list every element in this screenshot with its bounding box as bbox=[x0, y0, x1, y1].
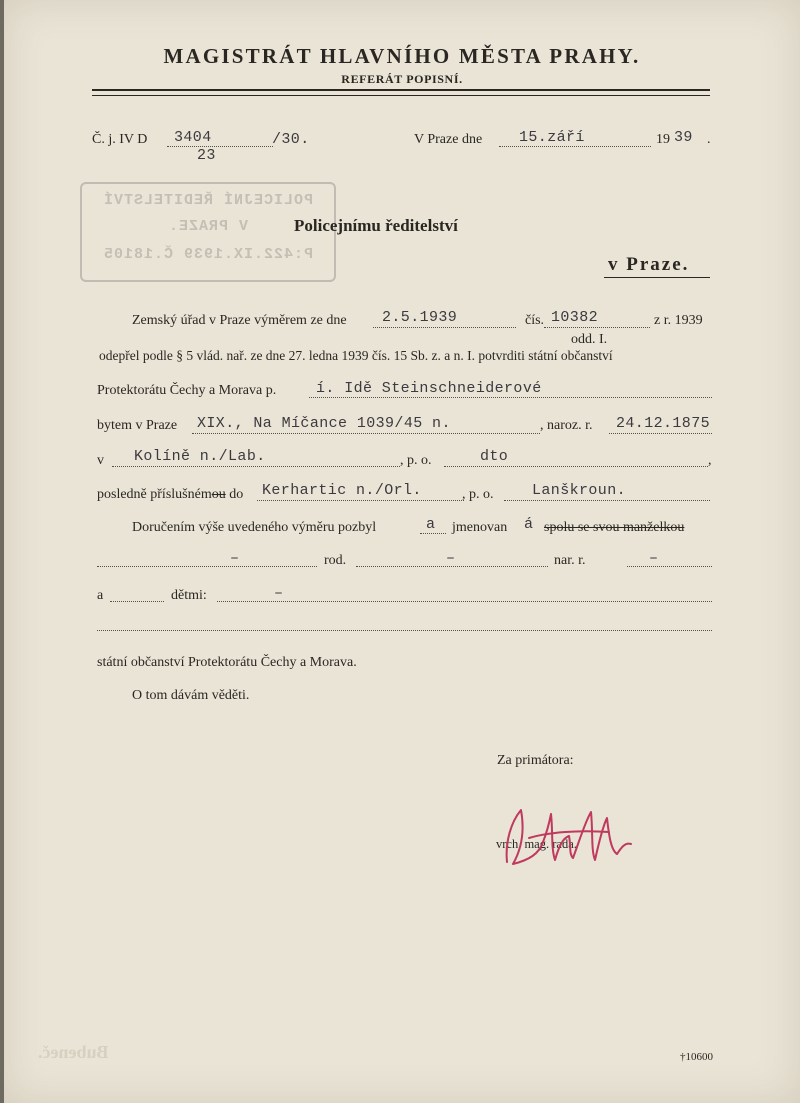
children-count-line bbox=[110, 601, 164, 602]
maiden-name-dash: – bbox=[446, 550, 456, 567]
addressee-underline bbox=[604, 277, 710, 278]
person-name: í. Idě Steinschneiderové bbox=[316, 380, 542, 397]
birth-post-office: dto bbox=[480, 448, 509, 465]
body-line6-strike: ou bbox=[211, 487, 226, 502]
body-line1-cis: čís. bbox=[525, 313, 545, 328]
cj-dotted-line bbox=[167, 146, 273, 147]
birth-date-line bbox=[609, 433, 712, 434]
decision-number-line bbox=[544, 327, 650, 328]
wife-name-line bbox=[97, 566, 317, 567]
date-value: 15.září bbox=[519, 129, 585, 146]
residence-address: XIX., Na Míčance 1039/45 n. bbox=[197, 415, 451, 432]
body-line5-po-label: , p. o. bbox=[400, 453, 432, 468]
year-value: 39 bbox=[674, 129, 693, 146]
wife-birth-dash: – bbox=[649, 550, 659, 567]
cj-number: 3404 bbox=[174, 129, 212, 146]
home-post-office-line bbox=[504, 500, 710, 501]
children-line bbox=[217, 601, 712, 602]
closing-for-mayor: Za primátora: bbox=[497, 753, 574, 768]
header-rule-thick bbox=[92, 89, 710, 91]
form-number: †10600 bbox=[680, 1051, 713, 1063]
birth-place: Kolíně n./Lab. bbox=[134, 448, 266, 465]
decision-number: 10382 bbox=[551, 309, 599, 326]
date-dotted-line bbox=[499, 146, 651, 147]
stamp-line-3: P:422.IX.1939 Č.18105 bbox=[102, 246, 314, 263]
home-post-office: Lanškroun. bbox=[532, 482, 627, 499]
cj-sub-number: 23 bbox=[197, 147, 216, 164]
nar-label: nar. r. bbox=[554, 553, 586, 568]
ghost-bleed-text: Bubeneč. bbox=[38, 1042, 109, 1062]
body-line1-dept: odd. I. bbox=[571, 332, 608, 347]
body-line4-text: bytem v Praze bbox=[97, 418, 178, 433]
addressee-line-1: Policejnímu ředitelství bbox=[294, 216, 458, 235]
stamp-line-1: POLICEJNÍ ŘEDITELSTVÍ bbox=[102, 192, 314, 209]
body-line4-born-label: , naroz. r. bbox=[540, 418, 593, 433]
body-line6-prefix: posledně příslušném bbox=[97, 487, 212, 502]
rod-label: rod. bbox=[324, 553, 347, 568]
document-subtitle: REFERÁT POPISNÍ. bbox=[341, 72, 463, 86]
body-line1-year: z r. 1939 bbox=[654, 313, 703, 328]
body-line11: O tom dávám věděti. bbox=[132, 688, 250, 703]
body-line2: odepřel podle § 5 vlád. nař. ze dne 27. ledna 1939 čís. 15 Sb. z. a n. I. potvrditi státní občanství bbox=[99, 348, 613, 363]
birth-post-office-line bbox=[444, 466, 708, 467]
body-line7-jmenovan: jmenovan bbox=[452, 520, 508, 535]
cj-label: Č. j. IV D bbox=[92, 132, 148, 147]
gender-ending-a-line bbox=[420, 533, 446, 534]
body-line7-text: Doručením výše uvedeného výměru pozbyl bbox=[132, 520, 377, 535]
residence-line bbox=[192, 433, 540, 434]
home-municipality-line bbox=[257, 500, 464, 501]
children-label: dětmi: bbox=[171, 588, 207, 603]
body-line5-comma: , bbox=[708, 453, 712, 468]
body-line9-a: a bbox=[97, 588, 104, 603]
struck-with-wife: spolu se svou manželkou bbox=[544, 520, 685, 535]
body-line1-text: Zemský úřad v Praze výměrem ze dne bbox=[132, 313, 347, 328]
year-prefix: 19 bbox=[656, 132, 670, 147]
document-title: MAGISTRÁT HLAVNÍHO MĚSTA PRAHY. bbox=[163, 44, 641, 68]
children-line-2 bbox=[97, 630, 712, 631]
gender-ending-b: á bbox=[524, 516, 534, 533]
body-line6-text bbox=[97, 487, 243, 503]
birth-date: 24.12.1875 bbox=[616, 415, 711, 432]
year-dot: . bbox=[707, 132, 711, 147]
body-line10: státní občanství Protektorátu Čechy a Morava. bbox=[97, 655, 357, 670]
wife-name-dash: – bbox=[230, 550, 240, 567]
home-municipality: Kerhartic n./Orl. bbox=[262, 482, 422, 499]
decision-date: 2.5.1939 bbox=[382, 309, 458, 326]
body-line3-text: Protektorátu Čechy a Morava p. bbox=[97, 383, 277, 398]
decision-date-line bbox=[373, 327, 516, 328]
body-line5-v: v bbox=[97, 453, 104, 468]
wife-birth-line bbox=[627, 566, 712, 567]
gender-ending-a: a bbox=[426, 516, 436, 533]
addressee-line-2: v Praze. bbox=[608, 254, 690, 275]
birth-place-line bbox=[112, 466, 400, 467]
header-rule-thin bbox=[92, 95, 710, 96]
stamp-line-2: V PRAZE. bbox=[168, 218, 249, 235]
body-line6-po-label: , p. o. bbox=[462, 487, 494, 502]
person-name-line bbox=[309, 397, 712, 398]
date-label: V Praze dne bbox=[414, 132, 483, 147]
document-sheet bbox=[4, 0, 800, 1103]
cj-suffix: /30. bbox=[272, 131, 310, 148]
closing-title: vrch. mag. rada. bbox=[496, 837, 577, 851]
body-line6-do: do bbox=[229, 487, 244, 502]
children-dash: – bbox=[274, 585, 284, 602]
signature-image bbox=[499, 802, 639, 872]
